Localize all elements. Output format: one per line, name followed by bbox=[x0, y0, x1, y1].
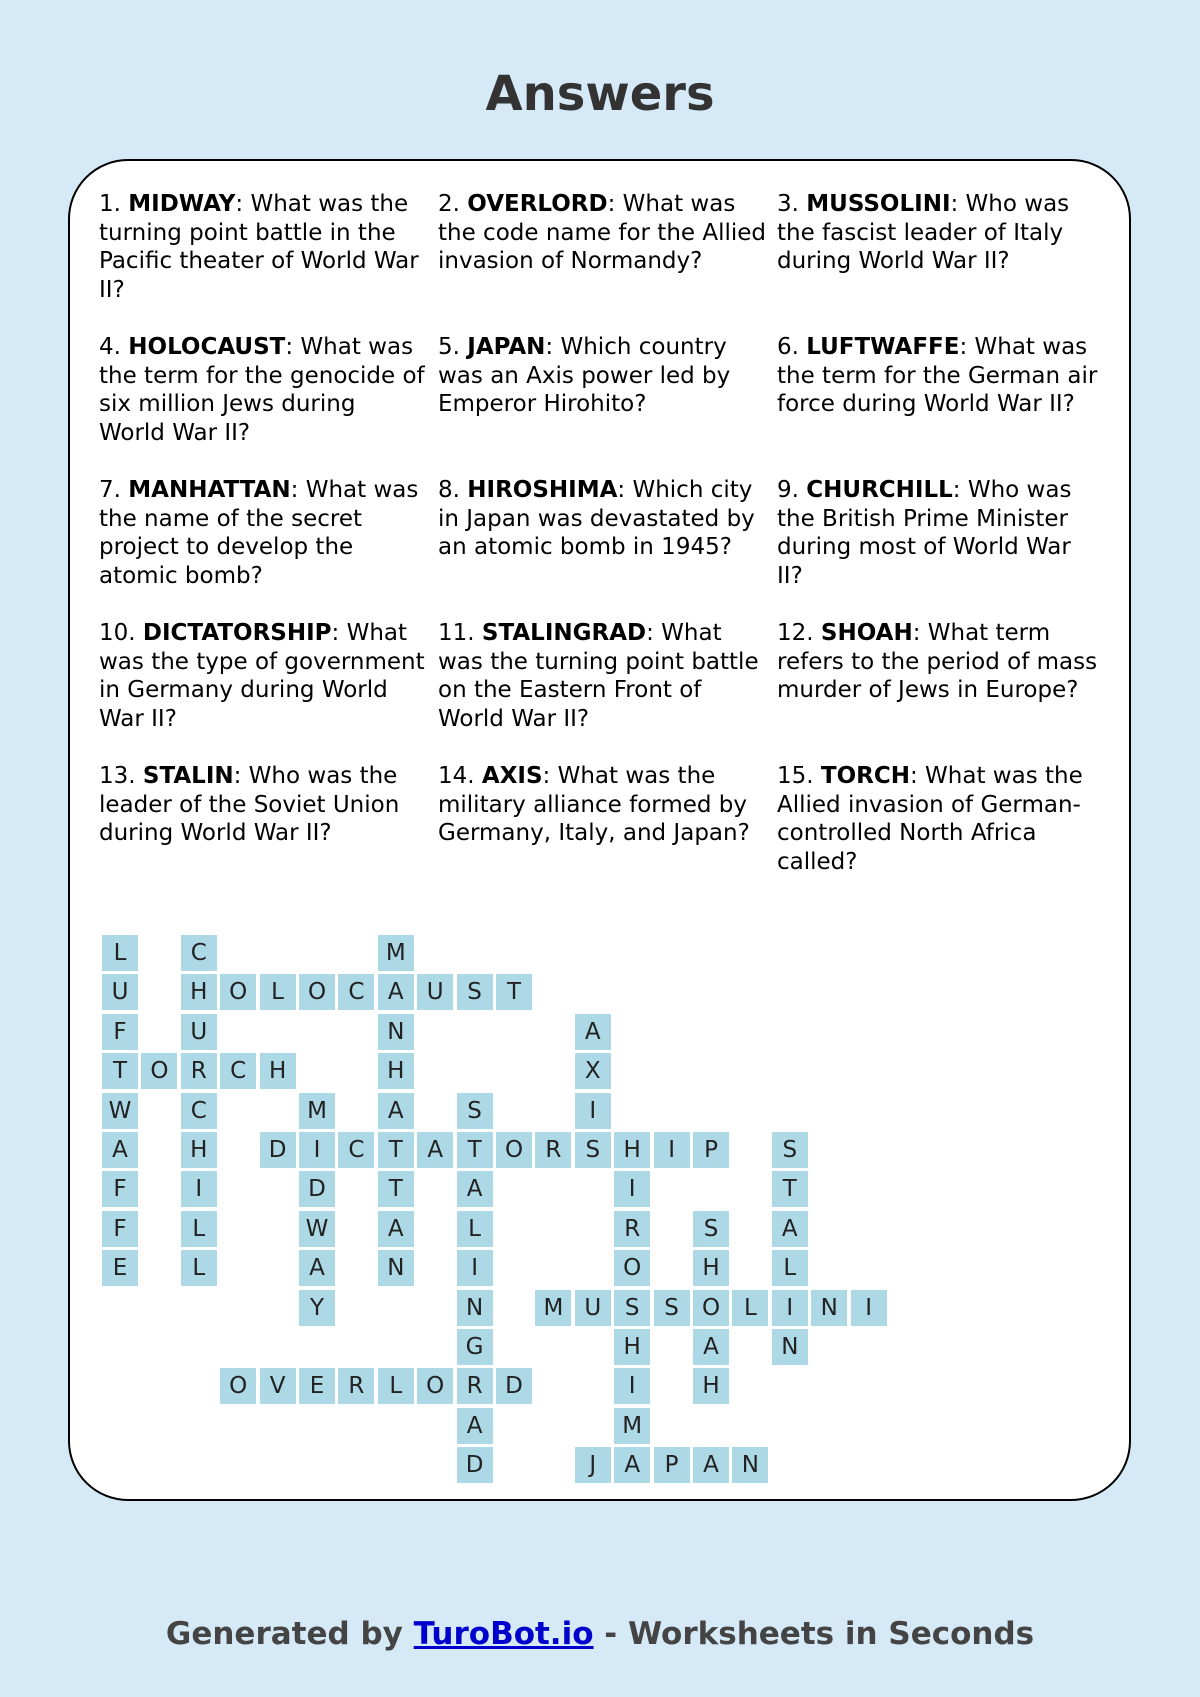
grid-cell: A bbox=[378, 974, 414, 1010]
grid-cell: C bbox=[220, 1053, 256, 1089]
clue-text: : What term refers to the period of mass murder of Jews in Europe? bbox=[777, 620, 1098, 703]
clue-item bbox=[777, 476, 1109, 619]
grid-cell: S bbox=[654, 1290, 690, 1326]
grid-cell: N bbox=[811, 1290, 847, 1326]
grid-cell: L bbox=[457, 1211, 493, 1247]
grid-cell: S bbox=[457, 974, 493, 1010]
grid-cell: I bbox=[654, 1132, 690, 1168]
grid-cell: A bbox=[378, 1093, 414, 1129]
grid-cell: U bbox=[575, 1290, 611, 1326]
grid-cell: M bbox=[614, 1408, 650, 1444]
grid-cell: C bbox=[338, 974, 374, 1010]
grid-cell: D bbox=[457, 1447, 493, 1483]
footer bbox=[0, 1616, 1200, 1652]
clue-list bbox=[99, 190, 1109, 905]
grid-cell: D bbox=[260, 1132, 296, 1168]
grid-cell: O bbox=[417, 1368, 453, 1404]
grid-cell: D bbox=[299, 1171, 335, 1207]
grid-cell: M bbox=[535, 1290, 571, 1326]
grid-cell: T bbox=[496, 974, 532, 1010]
grid-cell: I bbox=[614, 1171, 650, 1207]
crossword-grid bbox=[102, 935, 902, 1485]
footer-prefix: Generated by bbox=[165, 1616, 414, 1652]
clue-answer: LUFTWAFFE bbox=[806, 334, 960, 360]
grid-cell: G bbox=[457, 1329, 493, 1365]
clue-text: : What was the term for the genocide of six million Jews during World War II? bbox=[99, 334, 425, 446]
grid-cell: E bbox=[102, 1250, 138, 1286]
grid-cell: H bbox=[614, 1329, 650, 1365]
clue-item bbox=[99, 333, 438, 476]
clue-answer: DICTATORSHIP bbox=[142, 620, 332, 646]
clue-number: 15. bbox=[777, 763, 814, 789]
clue-number: 12. bbox=[777, 620, 814, 646]
grid-cell: I bbox=[299, 1132, 335, 1168]
grid-cell: A bbox=[102, 1132, 138, 1168]
clue-number: 6. bbox=[777, 334, 799, 360]
clue-answer: SHOAH bbox=[820, 620, 913, 646]
grid-cell: T bbox=[457, 1132, 493, 1168]
clue-answer: STALINGRAD bbox=[481, 620, 647, 646]
clue-answer: JAPAN bbox=[467, 334, 546, 360]
grid-cell: A bbox=[417, 1132, 453, 1168]
clue-number: 5. bbox=[438, 334, 460, 360]
grid-cell: A bbox=[378, 1211, 414, 1247]
clue-text: : Who was the British Prime Minister during most of World War II? bbox=[777, 477, 1072, 589]
clue-answer: HOLOCAUST bbox=[128, 334, 286, 360]
grid-cell: L bbox=[378, 1368, 414, 1404]
clue-item bbox=[777, 619, 1109, 762]
grid-cell: H bbox=[181, 1132, 217, 1168]
grid-cell: U bbox=[417, 974, 453, 1010]
grid-cell: O bbox=[299, 974, 335, 1010]
clue-text: : What was the military alliance formed by Germany, Italy, and Japan? bbox=[438, 763, 750, 846]
clue-text: : Who was the leader of the Soviet Union during World War II? bbox=[99, 763, 400, 846]
grid-cell: A bbox=[614, 1447, 650, 1483]
grid-cell: L bbox=[181, 1250, 217, 1286]
grid-cell: R bbox=[614, 1211, 650, 1247]
grid-cell: O bbox=[496, 1132, 532, 1168]
grid-cell: O bbox=[141, 1053, 177, 1089]
grid-cell: A bbox=[457, 1408, 493, 1444]
grid-cell: H bbox=[614, 1132, 650, 1168]
grid-cell: P bbox=[654, 1447, 690, 1483]
grid-cell: L bbox=[181, 1211, 217, 1247]
grid-cell: J bbox=[575, 1447, 611, 1483]
grid-cell: H bbox=[693, 1250, 729, 1286]
clue-item bbox=[438, 190, 777, 333]
clue-number: 3. bbox=[777, 191, 799, 217]
grid-cell: T bbox=[378, 1171, 414, 1207]
clue-answer: CHURCHILL bbox=[806, 477, 953, 503]
grid-cell: H bbox=[693, 1368, 729, 1404]
clue-number: 9. bbox=[777, 477, 799, 503]
clue-number: 14. bbox=[438, 763, 475, 789]
clue-text: : What was the turning point battle in the Pacific theater of World War II? bbox=[99, 191, 419, 303]
grid-cell: A bbox=[693, 1329, 729, 1365]
clue-item bbox=[99, 190, 438, 333]
clue-text: : What was the term for the German air force during World War II? bbox=[777, 334, 1098, 417]
clue-number: 10. bbox=[99, 620, 136, 646]
clue-number: 7. bbox=[99, 477, 121, 503]
clue-answer: STALIN bbox=[142, 763, 234, 789]
grid-cell: O bbox=[220, 1368, 256, 1404]
clue-number: 13. bbox=[99, 763, 136, 789]
grid-cell: A bbox=[299, 1250, 335, 1286]
clue-number: 1. bbox=[99, 191, 121, 217]
clue-item bbox=[438, 476, 777, 619]
clue-item bbox=[438, 762, 777, 905]
grid-cell: I bbox=[851, 1290, 887, 1326]
clue-item bbox=[777, 762, 1109, 905]
clue-item bbox=[777, 190, 1109, 333]
clue-number: 8. bbox=[438, 477, 460, 503]
grid-cell: L bbox=[732, 1290, 768, 1326]
grid-cell: N bbox=[772, 1329, 808, 1365]
clue-item bbox=[438, 333, 777, 476]
clue-item bbox=[99, 762, 438, 905]
grid-cell: E bbox=[299, 1368, 335, 1404]
grid-cell: A bbox=[575, 1014, 611, 1050]
grid-cell: C bbox=[181, 1093, 217, 1129]
grid-cell: V bbox=[260, 1368, 296, 1404]
grid-cell: S bbox=[575, 1132, 611, 1168]
clue-text: : What was the Allied invasion of German-controlled North Africa called? bbox=[777, 763, 1083, 875]
grid-cell: X bbox=[575, 1053, 611, 1089]
grid-cell: T bbox=[378, 1132, 414, 1168]
page-title: Answers bbox=[485, 66, 715, 122]
clue-number: 4. bbox=[99, 334, 121, 360]
clue-number: 11. bbox=[438, 620, 475, 646]
grid-cell: L bbox=[260, 974, 296, 1010]
grid-cell: F bbox=[102, 1014, 138, 1050]
grid-cell: N bbox=[378, 1014, 414, 1050]
grid-cell: F bbox=[102, 1211, 138, 1247]
grid-cell: D bbox=[496, 1368, 532, 1404]
clue-answer: TORCH bbox=[820, 763, 910, 789]
grid-cell: S bbox=[693, 1211, 729, 1247]
grid-cell: N bbox=[732, 1447, 768, 1483]
grid-cell: P bbox=[693, 1132, 729, 1168]
clue-answer: HIROSHIMA bbox=[467, 477, 618, 503]
clue-item bbox=[777, 333, 1109, 476]
grid-cell: T bbox=[772, 1171, 808, 1207]
grid-cell: O bbox=[220, 974, 256, 1010]
grid-cell: R bbox=[457, 1368, 493, 1404]
grid-cell: L bbox=[102, 935, 138, 971]
clue-answer: MANHATTAN bbox=[128, 477, 291, 503]
grid-cell: W bbox=[102, 1093, 138, 1129]
clue-text: : Which city in Japan was devastated by an atomic bomb in 1945? bbox=[438, 477, 755, 560]
clue-text: : What was the turning point battle on the Eastern Front of World War II? bbox=[438, 620, 759, 732]
grid-cell: C bbox=[181, 935, 217, 971]
grid-cell: T bbox=[102, 1053, 138, 1089]
clue-item bbox=[99, 619, 438, 762]
grid-cell: N bbox=[378, 1250, 414, 1286]
grid-cell: S bbox=[457, 1093, 493, 1129]
grid-cell: L bbox=[772, 1250, 808, 1286]
grid-cell: C bbox=[338, 1132, 374, 1168]
clue-text: : What was the type of government in Germany during World War II? bbox=[99, 620, 425, 732]
grid-cell: F bbox=[102, 1171, 138, 1207]
grid-cell: H bbox=[181, 974, 217, 1010]
clue-answer: OVERLORD bbox=[467, 191, 608, 217]
grid-cell: U bbox=[102, 974, 138, 1010]
clue-item bbox=[99, 476, 438, 619]
grid-cell: O bbox=[693, 1290, 729, 1326]
grid-cell: M bbox=[378, 935, 414, 971]
grid-cell: A bbox=[772, 1211, 808, 1247]
grid-cell: I bbox=[614, 1368, 650, 1404]
grid-cell: Y bbox=[299, 1290, 335, 1326]
grid-cell: A bbox=[693, 1447, 729, 1483]
clue-text: : Who was the fascist leader of Italy during World War II? bbox=[777, 191, 1070, 274]
grid-cell: S bbox=[772, 1132, 808, 1168]
grid-cell: N bbox=[457, 1290, 493, 1326]
grid-cell: R bbox=[181, 1053, 217, 1089]
grid-cell: M bbox=[299, 1093, 335, 1129]
grid-cell: I bbox=[772, 1290, 808, 1326]
clue-text: : What was the name of the secret project to develop the atomic bomb? bbox=[99, 477, 419, 589]
grid-cell: R bbox=[338, 1368, 374, 1404]
turobot-link[interactable]: TuroBot.io bbox=[413, 1616, 594, 1652]
clue-text: : What was the code name for the Allied invasion of Normandy? bbox=[438, 191, 767, 274]
grid-cell: I bbox=[181, 1171, 217, 1207]
grid-cell: R bbox=[535, 1132, 571, 1168]
clue-text: : Which country was an Axis power led by Emperor Hirohito? bbox=[438, 334, 731, 417]
grid-cell: A bbox=[457, 1171, 493, 1207]
clue-answer: AXIS bbox=[481, 763, 543, 789]
grid-cell: U bbox=[181, 1014, 217, 1050]
grid-cell: I bbox=[457, 1250, 493, 1286]
footer-suffix: - Worksheets in Seconds bbox=[593, 1616, 1035, 1652]
grid-cell: H bbox=[378, 1053, 414, 1089]
grid-cell: W bbox=[299, 1211, 335, 1247]
clue-item bbox=[438, 619, 777, 762]
clue-answer: MIDWAY bbox=[128, 191, 236, 217]
clue-answer: MUSSOLINI bbox=[806, 191, 951, 217]
grid-cell: I bbox=[575, 1093, 611, 1129]
clue-number: 2. bbox=[438, 191, 460, 217]
grid-cell: O bbox=[614, 1250, 650, 1286]
grid-cell: S bbox=[614, 1290, 650, 1326]
grid-cell: H bbox=[260, 1053, 296, 1089]
